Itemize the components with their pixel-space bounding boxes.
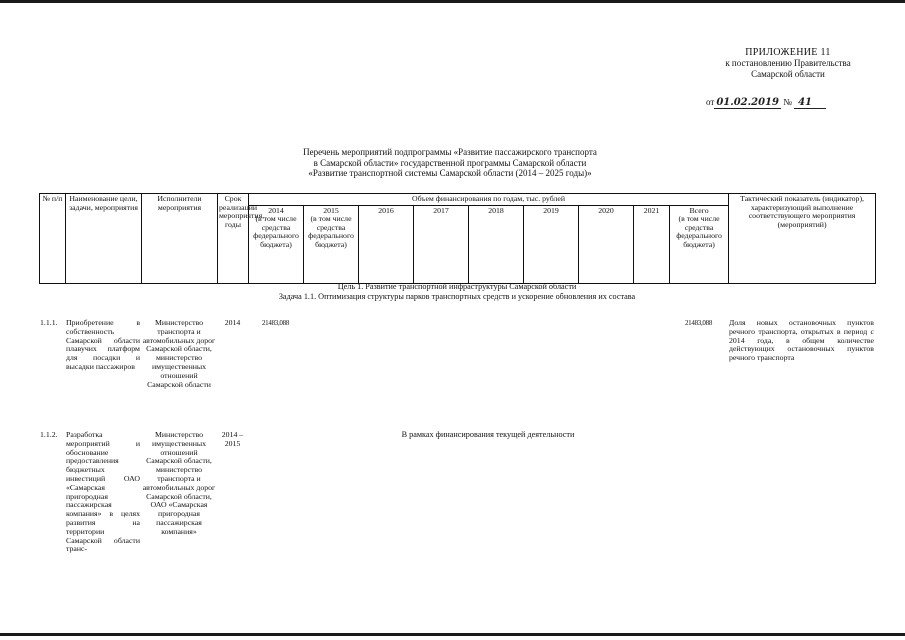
row-funding-note: В рамках финансирования текущей деятельности xyxy=(401,430,575,439)
heading-line-3: «Развитие транспортной системы Самарской области (2014 – 2025 годы)» xyxy=(308,168,592,178)
row-indicator: Доля новых остановочных пунктов речного транспорта, открытых в период с 2014 года, в общем количестве действующих остановочных пунктов речного транспорта xyxy=(729,318,874,363)
measures-table xyxy=(39,318,875,555)
row-number: 1.1.1. xyxy=(40,318,58,327)
row-name: Разработка мероприятий и обоснование предоставления бюджетных инвестиций ОАО «Самарская пригородная пассажирская компания» в целях развития на территории Самарской области транс- xyxy=(66,430,140,554)
header-table xyxy=(39,193,876,284)
top-border xyxy=(0,0,905,3)
appendix-title: ПРИЛОЖЕНИЕ 11 xyxy=(745,47,831,58)
header-col-executors: Исполнители мероприятия xyxy=(142,194,218,284)
row-amount-2014: 21483,088 xyxy=(261,319,290,327)
goal-block xyxy=(39,282,875,302)
appendix-line-2: Самарской области xyxy=(751,69,825,79)
table-row xyxy=(39,318,875,430)
bottom-border xyxy=(0,633,905,636)
date-prefix: от xyxy=(706,97,715,107)
appendix-line-1: к постановлению Правительства xyxy=(725,58,851,68)
handwritten-date: 01.02.2019 xyxy=(716,97,779,108)
row-name: Приобретение в собственность Самарской области плавучих платформ для посадки и высадки пассажиров xyxy=(66,318,140,371)
header-year-2017: 2017 xyxy=(414,205,469,283)
handwritten-number: 41 xyxy=(794,97,826,109)
goal-title: Цель 1. Развитие транспортной инфраструктуры Самарской области xyxy=(337,282,577,291)
header-col-indicator: Тактический показатель (индикатор), характеризующий выполнение соответствующего мероприятия (мероприятий) xyxy=(729,194,876,284)
row-executors: Министерство транспорта и автомобильных дорог Самарской области, министерство имущественных отношений Самарской области xyxy=(142,318,216,389)
header-year-2019: 2019 xyxy=(524,205,579,283)
header-total: Всего (в том числе средства федерального бюджета) xyxy=(670,205,729,283)
appendix-block xyxy=(690,47,886,80)
row-term: 2014 xyxy=(224,318,241,327)
document-heading xyxy=(200,147,700,179)
header-year-2014: 2014 (в том числе средства федерального бюджета) xyxy=(249,205,304,283)
heading-line-1: Перечень мероприятий подпрограммы «Развитие пассажирского транспорта xyxy=(303,147,597,157)
row-number: 1.1.2. xyxy=(40,430,58,439)
header-year-2021: 2021 xyxy=(634,205,670,283)
header-col-funding: Объем финансирования по годам, тыс. рублей xyxy=(249,194,729,206)
header-year-2020: 2020 xyxy=(579,205,634,283)
header-col-term: Срок реализации мероприятия, годы xyxy=(218,194,249,284)
header-col-number: № п/п xyxy=(40,194,66,284)
number-label: № xyxy=(783,97,792,107)
heading-line-2: в Самарской области» государственной программы Самарской области xyxy=(313,157,587,168)
header-year-2016: 2016 xyxy=(359,205,414,283)
header-year-2015: 2015 (в том числе средства федерального бюджета) xyxy=(304,205,359,283)
table-row xyxy=(39,430,875,555)
decree-date-line xyxy=(706,97,826,108)
row-executors: Министерство имущественных отношений Самарской области, министерство транспорта и автомобильных дорог Самарской области, ОАО «Самарская пригородная пассажирская компания» xyxy=(142,430,216,536)
row-term: 2014 – 2015 xyxy=(221,430,244,448)
row-amount-total: 21483,088 xyxy=(684,319,713,327)
header-col-name: Наименование цели, задачи, мероприятия xyxy=(66,194,142,284)
task-title: Задача 1.1. Оптимизация структуры парков транспортных средств и ускорение обновления их состава xyxy=(278,292,636,301)
header-year-2018: 2018 xyxy=(469,205,524,283)
